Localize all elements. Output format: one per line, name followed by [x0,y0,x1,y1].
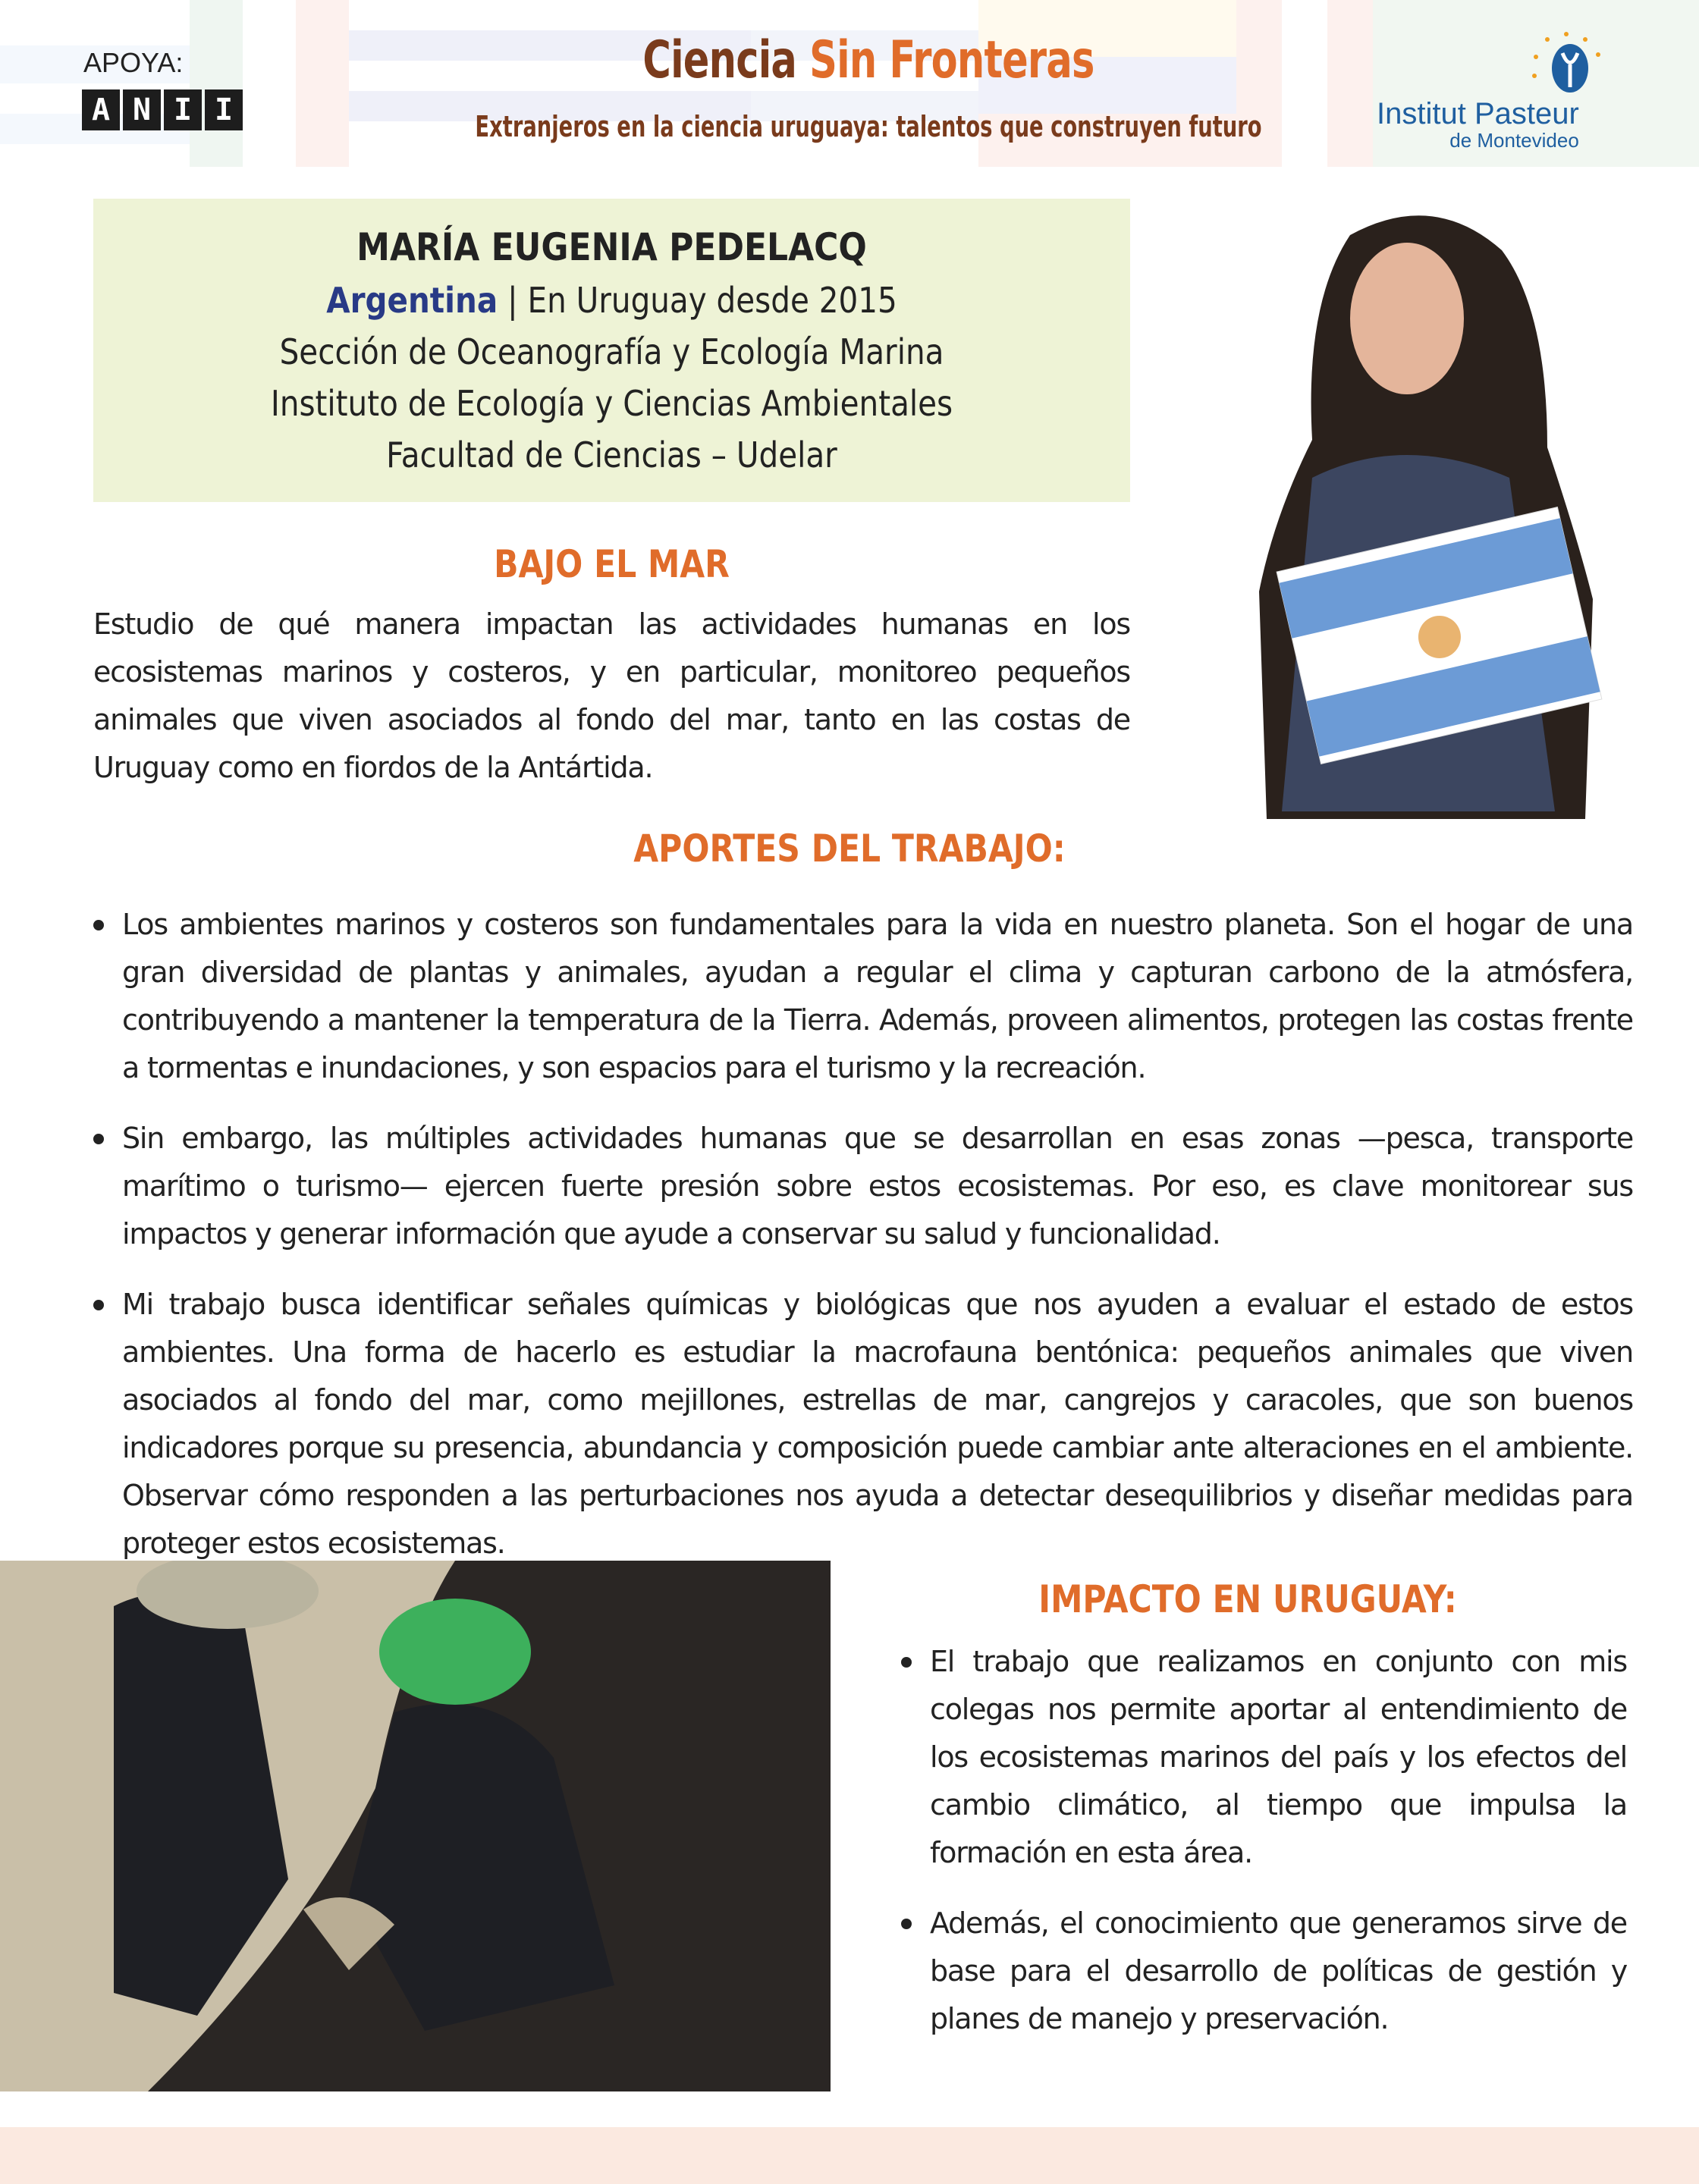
logo-letter: A [82,89,120,130]
list-item: El trabajo que realizamos en conjunto con mis colegas nos permite aportar al entendimiento de los ecosistemas marinos del país y los efectos del cambio climático, al tiempo que impulsa la formación en esta área. [901,1638,1627,1877]
anii-logo [82,89,243,130]
supporter-label: APOYA: [83,47,184,78]
portrait-photo-with-argentina-flag [1236,205,1631,819]
logo-letter: I [164,89,202,130]
page-subtitle: Extranjeros en la ciencia uruguaya: talentos que construyen futuro [475,110,1262,143]
origin-line [155,275,1068,326]
flag-background-argentina [0,0,190,167]
logo-letter: I [205,89,243,130]
profile-box [93,199,1130,502]
research-text: Estudio de qué manera impactan las actividades humanas en los ecosistemas marinos y costeros, y en particular, monitoreo pequeños animales que viven asociados al fondo del mar, tanto en las costas de Uruguay como en fiordos de la Antártida. [93,607,1130,784]
since: | En Uruguay desde 2015 [507,280,897,321]
impact-list [901,1638,1627,2066]
impact-heading: IMPACTO EN URUGUAY: [1038,1577,1457,1621]
researcher-name: MARÍA EUGENIA PEDELACQ [356,225,867,269]
country: Argentina [326,280,498,321]
contributions-heading: APORTES DEL TRABAJO: [633,827,1066,871]
institute: Instituto de Ecología y Ciencias Ambientales [270,383,953,424]
institut-pasteur-logo-icon [1528,30,1604,106]
list-item: Además, el conocimiento que generamos sirve de base para el desarrollo de políticas de gestión y planes de manejo y preservación. [901,1900,1627,2043]
flag-background-mexico [190,0,349,167]
title-part1: Ciencia [642,30,797,90]
institute-name: Institut Pasteur [1377,97,1579,130]
logo-letter: N [123,89,161,130]
list-item: Los ambientes marinos y costeros son fundamentales para la vida en nuestro planeta. Son el hogar de una gran diversidad de plantas y animales, ayudan a regular el clima y capturan carbono de la atmósfera, contribuyendo a mantener la temperatura de la Tierra. Además, proveen alimentos, protegen las costas frente a tormentas e inundaciones, y son espacios para el turismo y la recreación. [93,901,1633,1092]
field-work-photo [0,1561,831,2091]
contributions-list [93,901,1633,1590]
title-part2: Sin Fronteras [809,30,1094,90]
page-title [615,30,1122,90]
faculty: Facultad de Ciencias – Udelar [386,435,837,475]
list-item: Sin embargo, las múltiples actividades humanas que se desarrollan en esas zonas —pesca, transporte marítimo o turismo— ejercen fuerte presión sobre estos ecosistemas. Por eso, es clave monitorear sus impactos y generar información que ayude a conservar su salud y funcionalidad. [93,1115,1633,1258]
list-item: Mi trabajo busca identificar señales químicas y biológicas que nos ayuden a evaluar el estado de estos ambientes. Una forma de hacerlo es estudiar la macrofauna bentónica: pequeños animales que viven asociados al fondo del mar, como mejillones, estrellas de mar, cangrejos y caracoles, que son buenos indicadores porque su presencia, abundancia y composición puede cambiar ante alteraciones en el ambiente. Observar cómo responden a las perturbaciones nos ayuda a detectar desequilibrios y diseñar medidas para proteger estos ecosistemas. [93,1281,1633,1567]
research-heading: BAJO EL MAR [494,542,730,586]
institute-city: de Montevideo [1449,129,1579,152]
institut-pasteur-logo [1377,99,1579,150]
footer-band [0,2127,1699,2184]
section: Sección de Oceanografía y Ecología Marina [279,331,944,372]
